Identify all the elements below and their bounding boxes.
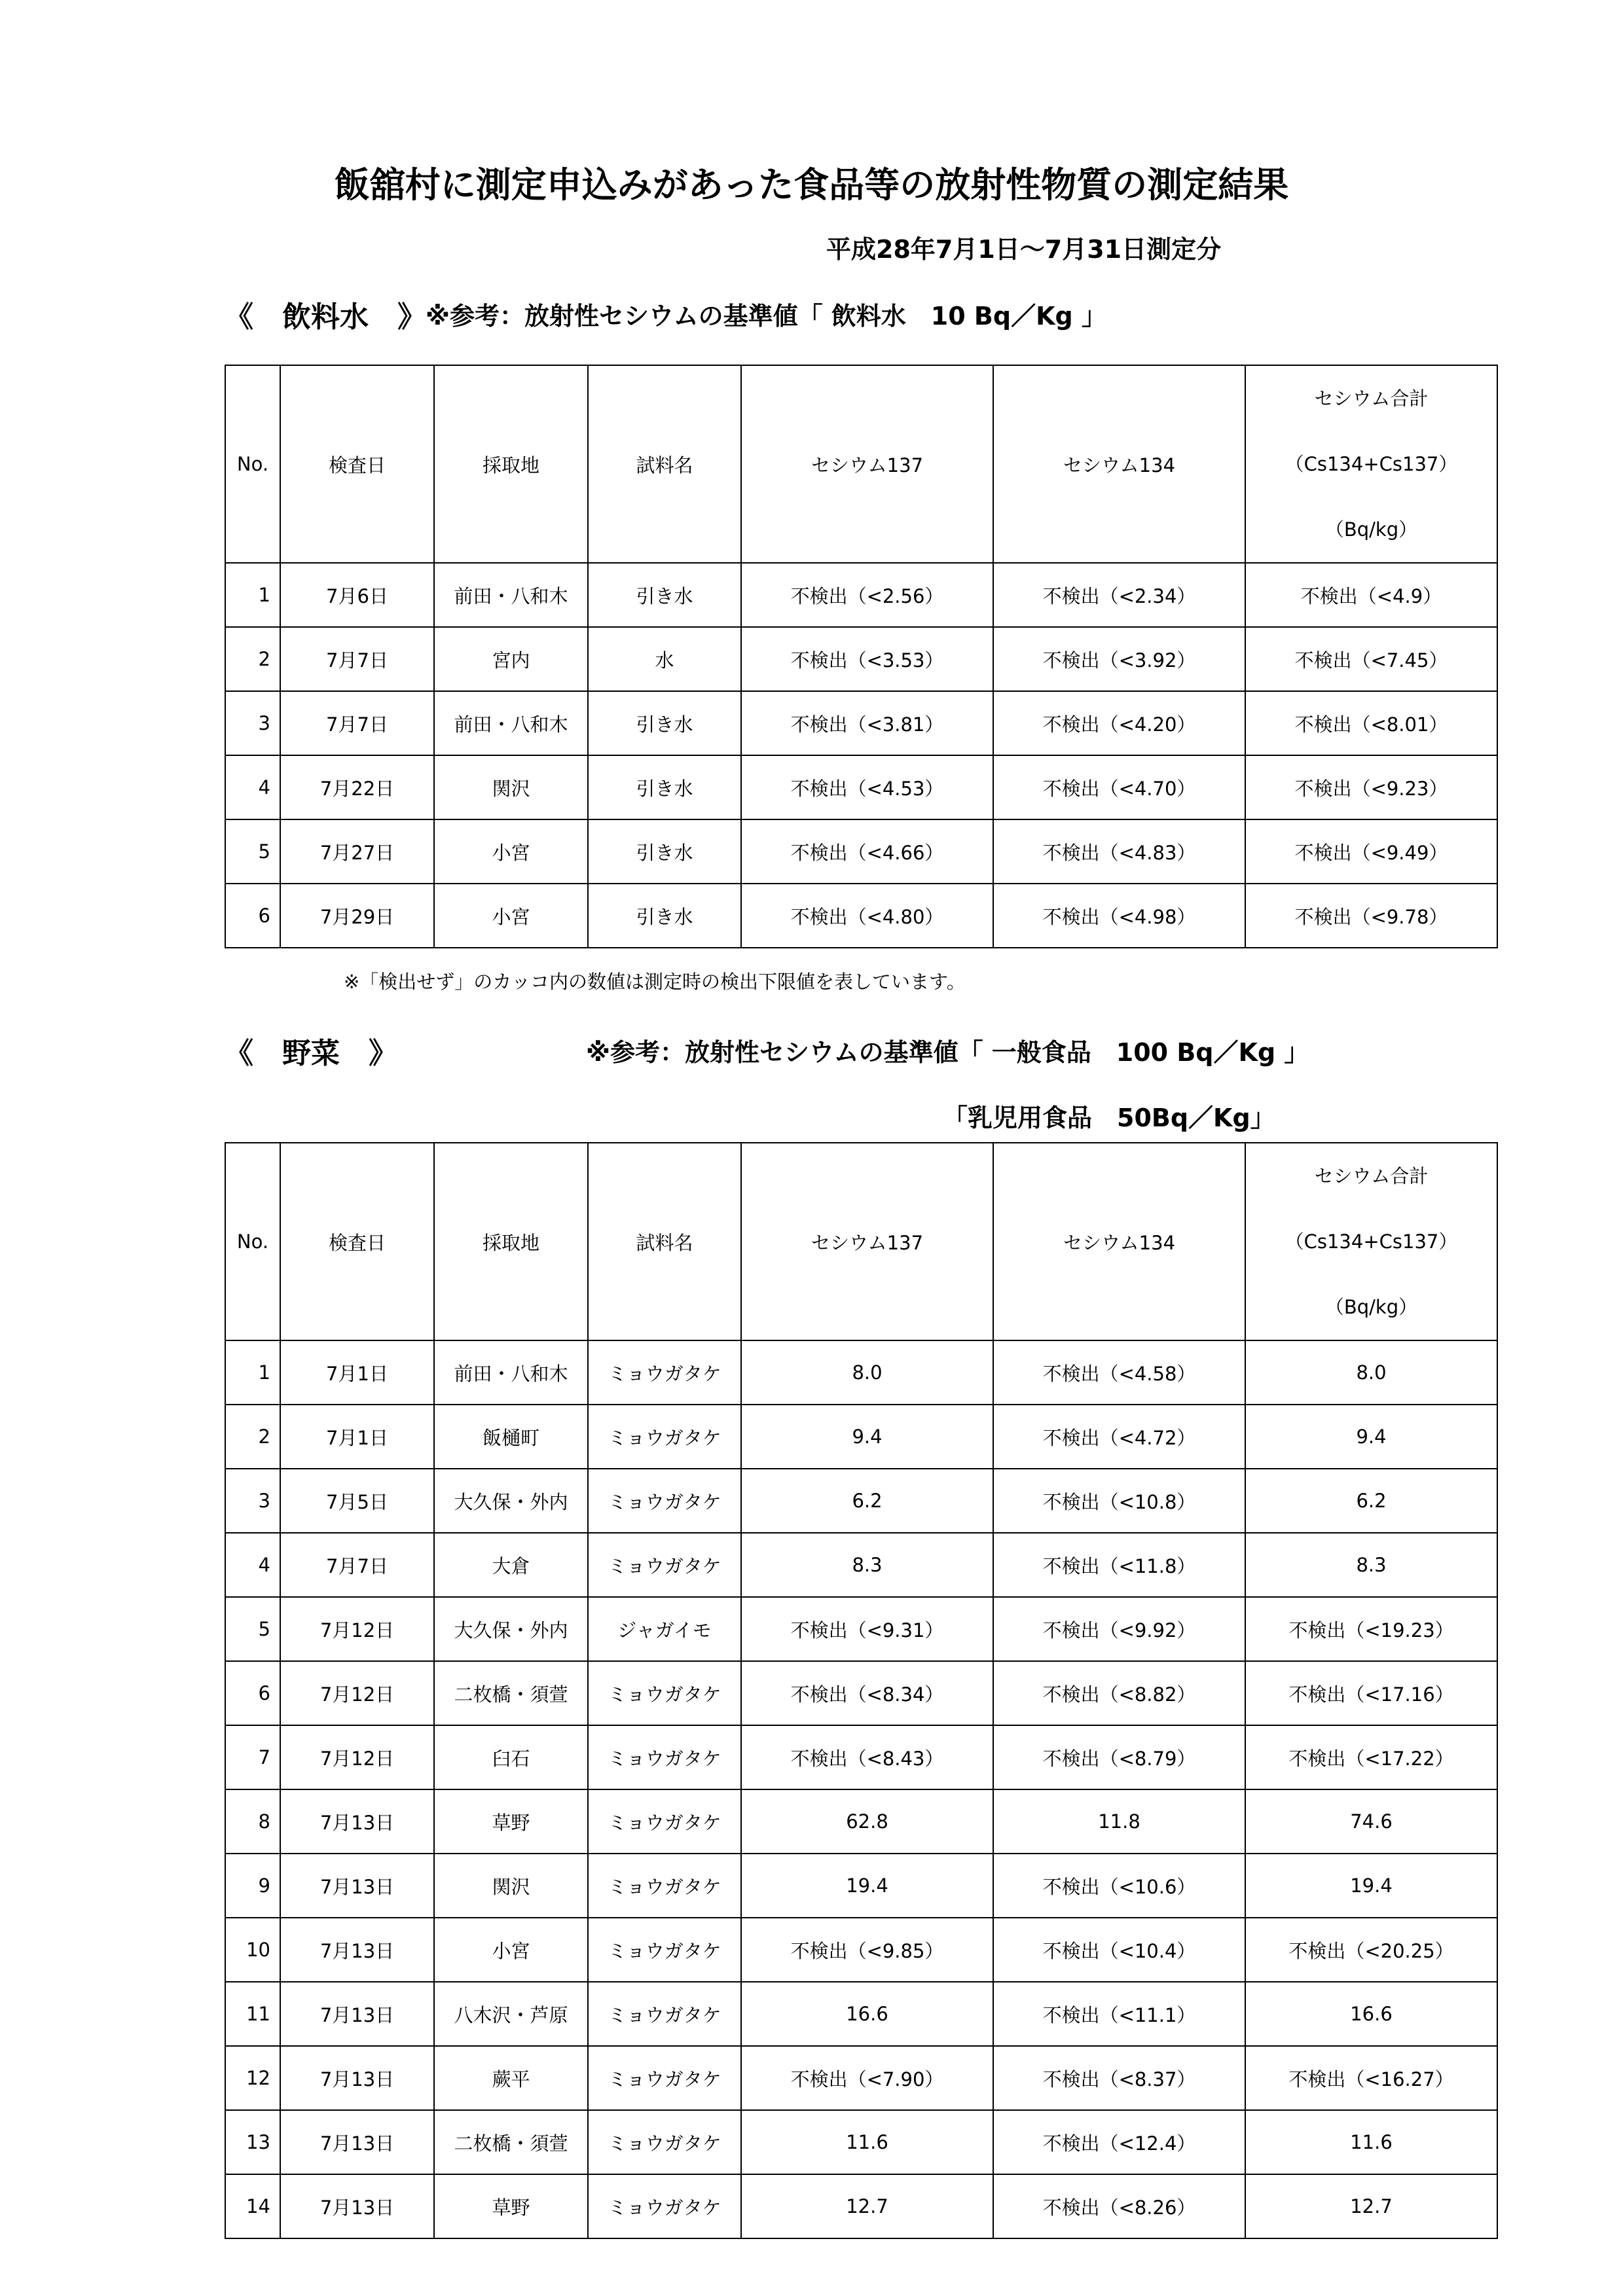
cell-cs137: 12.7: [741, 2174, 993, 2238]
header-sample: 試料名: [588, 365, 741, 563]
cell-sample: 引き水: [588, 563, 741, 627]
table-row: [225, 755, 1497, 819]
cell-date: 7月7日: [280, 691, 434, 755]
cell-total: 不検出（<16.27）: [1245, 2046, 1497, 2110]
header-total-line3: （Bq/kg）: [1324, 518, 1418, 541]
cell-place: 二枚橋・須萱: [434, 1661, 588, 1725]
cell-cs134: 不検出（<9.92）: [993, 1597, 1245, 1661]
header-date: 検査日: [280, 1143, 434, 1340]
table-row: [225, 1725, 1497, 1789]
cell-sample: ミョウガタケ: [588, 1533, 741, 1597]
cell-sample: ミョウガタケ: [588, 1725, 741, 1789]
cell-date: 7月7日: [280, 1533, 434, 1597]
cell-sample: ミョウガタケ: [588, 1789, 741, 1854]
cell-place: 草野: [434, 1789, 588, 1854]
infant-food-reference: 「乳児用食品 50Bq／Kg」: [943, 1103, 1275, 1132]
cell-no: 1: [225, 1340, 280, 1405]
cell-cs137: 6.2: [741, 1469, 993, 1533]
cell-sample: ミョウガタケ: [588, 1469, 741, 1533]
table-row: [225, 2046, 1497, 2110]
cell-cs137: 不検出（<2.56）: [741, 563, 993, 627]
cell-cs134: 不検出（<4.98）: [993, 884, 1245, 948]
measurement-period: 平成28年7月1日～7月31日測定分: [826, 235, 1222, 264]
drinking-water-reference: ※参考：放射性セシウムの基準値「 飲料水 10 Bq／Kg 」: [426, 302, 1106, 331]
cell-no: 9: [225, 1854, 280, 1918]
cell-cs134: 不検出（<3.92）: [993, 627, 1245, 691]
table-row: [225, 1597, 1497, 1661]
cell-cs134: 11.8: [993, 1789, 1245, 1854]
table-row: [225, 2174, 1497, 2238]
table-row: [225, 1340, 1497, 1405]
cell-total: 不検出（<8.01）: [1245, 691, 1497, 755]
cell-cs134: 不検出（<12.4）: [993, 2110, 1245, 2174]
cell-place: 関沢: [434, 1854, 588, 1918]
cell-cs134: 不検出（<4.83）: [993, 819, 1245, 884]
cell-date: 7月12日: [280, 1597, 434, 1661]
table-row: [225, 627, 1497, 691]
cell-cs137: 不検出（<4.80）: [741, 884, 993, 948]
cell-no: 2: [225, 1405, 280, 1469]
cell-place: 宮内: [434, 627, 588, 691]
cell-date: 7月13日: [280, 2110, 434, 2174]
cell-cs137: 不検出（<3.81）: [741, 691, 993, 755]
cell-sample: ミョウガタケ: [588, 1854, 741, 1918]
header-total: [1245, 1143, 1497, 1340]
header-total-line2: （Cs134+Cs137）: [1285, 453, 1458, 475]
cell-place: 小宮: [434, 1918, 588, 1982]
cell-total: 不検出（<20.25）: [1245, 1918, 1497, 1982]
table-row: [225, 884, 1497, 948]
header-no: No.: [225, 1143, 280, 1340]
page-title: 飯舘村に測定申込みがあった食品等の放射性物質の測定結果: [334, 164, 1289, 206]
cell-date: 7月1日: [280, 1405, 434, 1469]
cell-sample: ジャガイモ: [588, 1597, 741, 1661]
cell-no: 5: [225, 1597, 280, 1661]
cell-cs134: 不検出（<4.72）: [993, 1405, 1245, 1469]
cell-cs134: 不検出（<10.6）: [993, 1854, 1245, 1918]
cell-total: 11.6: [1245, 2110, 1497, 2174]
cell-place: 前田・八和木: [434, 691, 588, 755]
table-row: [225, 691, 1497, 755]
cell-cs137: 16.6: [741, 1982, 993, 2046]
header-total-line3: （Bq/kg）: [1324, 1296, 1418, 1318]
header-cs137: セシウム137: [741, 1143, 993, 1340]
cell-cs137: 8.3: [741, 1533, 993, 1597]
cell-total: 74.6: [1245, 1789, 1497, 1854]
cell-date: 7月12日: [280, 1725, 434, 1789]
cell-cs134: 不検出（<11.1）: [993, 1982, 1245, 2046]
cell-place: 小宮: [434, 884, 588, 948]
table-row: [225, 1854, 1497, 1918]
cell-no: 3: [225, 691, 280, 755]
header-total: [1245, 365, 1497, 563]
cell-place: 前田・八和木: [434, 1340, 588, 1405]
cell-no: 6: [225, 884, 280, 948]
cell-sample: ミョウガタケ: [588, 1982, 741, 2046]
cell-place: 蕨平: [434, 2046, 588, 2110]
cell-total: 不検出（<9.49）: [1245, 819, 1497, 884]
table-row: [225, 1469, 1497, 1533]
cell-date: 7月27日: [280, 819, 434, 884]
cell-no: 3: [225, 1469, 280, 1533]
cell-no: 7: [225, 1725, 280, 1789]
vegetables-heading: 《 野菜 》: [225, 1037, 397, 1070]
cell-date: 7月22日: [280, 755, 434, 819]
cell-date: 7月29日: [280, 884, 434, 948]
cell-place: 大倉: [434, 1533, 588, 1597]
cell-no: 2: [225, 627, 280, 691]
cell-place: 大久保・外内: [434, 1469, 588, 1533]
cell-place: 大久保・外内: [434, 1597, 588, 1661]
cell-date: 7月12日: [280, 1661, 434, 1725]
cell-date: 7月6日: [280, 563, 434, 627]
cell-total: 不検出（<9.23）: [1245, 755, 1497, 819]
drinking-water-heading: 《 飲料水 》: [225, 300, 426, 334]
cell-total: 不検出（<7.45）: [1245, 627, 1497, 691]
cell-no: 10: [225, 1918, 280, 1982]
header-cs134: セシウム134: [993, 365, 1245, 563]
header-cs137: セシウム137: [741, 365, 993, 563]
cell-place: 飯樋町: [434, 1405, 588, 1469]
cell-date: 7月13日: [280, 1982, 434, 2046]
header-place: 採取地: [434, 1143, 588, 1340]
detection-limit-note: ※「検出せず」のカッコ内の数値は測定時の検出下限値を表しています。: [344, 971, 966, 993]
cell-date: 7月13日: [280, 1854, 434, 1918]
cell-sample: 水: [588, 627, 741, 691]
cell-date: 7月13日: [280, 1789, 434, 1854]
cell-total: 不検出（<17.16）: [1245, 1661, 1497, 1725]
cell-cs137: 不検出（<8.34）: [741, 1661, 993, 1725]
cell-total: 16.6: [1245, 1982, 1497, 2046]
cell-no: 12: [225, 2046, 280, 2110]
table-row: [225, 1982, 1497, 2046]
cell-total: 12.7: [1245, 2174, 1497, 2238]
cell-place: 関沢: [434, 755, 588, 819]
cell-total: 9.4: [1245, 1405, 1497, 1469]
header-total-line1: セシウム合計: [1314, 387, 1429, 410]
cell-total: 8.3: [1245, 1533, 1497, 1597]
cell-date: 7月13日: [280, 2174, 434, 2238]
cell-no: 8: [225, 1789, 280, 1854]
cell-sample: 引き水: [588, 884, 741, 948]
cell-cs137: 8.0: [741, 1340, 993, 1405]
cell-cs137: 不検出（<4.53）: [741, 755, 993, 819]
cell-cs137: 19.4: [741, 1854, 993, 1918]
cell-cs134: 不検出（<11.8）: [993, 1533, 1245, 1597]
cell-sample: ミョウガタケ: [588, 1918, 741, 1982]
table-row: [225, 1661, 1497, 1725]
cell-date: 7月5日: [280, 1469, 434, 1533]
cell-cs137: 62.8: [741, 1789, 993, 1854]
cell-cs134: 不検出（<4.70）: [993, 755, 1245, 819]
cell-cs134: 不検出（<4.58）: [993, 1340, 1245, 1405]
cell-total: 19.4: [1245, 1854, 1497, 1918]
header-cs134: セシウム134: [993, 1143, 1245, 1340]
cell-cs134: 不検出（<8.82）: [993, 1661, 1245, 1725]
cell-cs134: 不検出（<8.26）: [993, 2174, 1245, 2238]
table-row: [225, 2110, 1497, 2174]
table-row: [225, 819, 1497, 884]
cell-no: 1: [225, 563, 280, 627]
header-place: 採取地: [434, 365, 588, 563]
vegetables-table: [225, 1142, 1498, 2239]
cell-cs137: 不検出（<4.66）: [741, 819, 993, 884]
cell-date: 7月13日: [280, 1918, 434, 1982]
cell-cs137: 9.4: [741, 1405, 993, 1469]
cell-sample: ミョウガタケ: [588, 2110, 741, 2174]
cell-cs134: 不検出（<8.79）: [993, 1725, 1245, 1789]
header-no: No.: [225, 365, 280, 563]
cell-no: 6: [225, 1661, 280, 1725]
cell-cs134: 不検出（<8.37）: [993, 2046, 1245, 2110]
cell-sample: ミョウガタケ: [588, 2174, 741, 2238]
table-row: [225, 1533, 1497, 1597]
cell-total: 8.0: [1245, 1340, 1497, 1405]
cell-no: 5: [225, 819, 280, 884]
table-row: [225, 1789, 1497, 1854]
table-row: [225, 1918, 1497, 1982]
cell-date: 7月7日: [280, 627, 434, 691]
cell-total: 6.2: [1245, 1469, 1497, 1533]
header-total-line2: （Cs134+Cs137）: [1285, 1230, 1458, 1253]
table-header-row: [225, 1143, 1497, 1340]
table-row: [225, 1405, 1497, 1469]
cell-no: 13: [225, 2110, 280, 2174]
table-row: [225, 563, 1497, 627]
cell-sample: ミョウガタケ: [588, 2046, 741, 2110]
cell-sample: 引き水: [588, 755, 741, 819]
cell-no: 4: [225, 1533, 280, 1597]
cell-cs137: 11.6: [741, 2110, 993, 2174]
cell-cs137: 不検出（<9.31）: [741, 1597, 993, 1661]
cell-date: 7月1日: [280, 1340, 434, 1405]
cell-no: 14: [225, 2174, 280, 2238]
cell-sample: ミョウガタケ: [588, 1405, 741, 1469]
cell-sample: ミョウガタケ: [588, 1661, 741, 1725]
cell-sample: ミョウガタケ: [588, 1340, 741, 1405]
drinking-water-table: [225, 365, 1498, 948]
table-header-row: [225, 365, 1497, 563]
cell-date: 7月13日: [280, 2046, 434, 2110]
cell-cs134: 不検出（<10.4）: [993, 1918, 1245, 1982]
cell-sample: 引き水: [588, 819, 741, 884]
vegetables-reference: ※参考：放射性セシウムの基準値「 一般食品 100 Bq／Kg 」: [586, 1038, 1309, 1067]
cell-sample: 引き水: [588, 691, 741, 755]
cell-total: 不検出（<4.9）: [1245, 563, 1497, 627]
cell-cs137: 不検出（<3.53）: [741, 627, 993, 691]
header-sample: 試料名: [588, 1143, 741, 1340]
cell-total: 不検出（<19.23）: [1245, 1597, 1497, 1661]
cell-cs134: 不検出（<2.34）: [993, 563, 1245, 627]
cell-cs134: 不検出（<4.20）: [993, 691, 1245, 755]
cell-place: 臼石: [434, 1725, 588, 1789]
header-date: 検査日: [280, 365, 434, 563]
cell-place: 草野: [434, 2174, 588, 2238]
cell-place: 二枚橋・須萱: [434, 2110, 588, 2174]
cell-no: 11: [225, 1982, 280, 2046]
cell-total: 不検出（<17.22）: [1245, 1725, 1497, 1789]
cell-cs137: 不検出（<8.43）: [741, 1725, 993, 1789]
cell-cs137: 不検出（<7.90）: [741, 2046, 993, 2110]
cell-total: 不検出（<9.78）: [1245, 884, 1497, 948]
cell-place: 八木沢・芦原: [434, 1982, 588, 2046]
cell-no: 4: [225, 755, 280, 819]
cell-cs137: 不検出（<9.85）: [741, 1918, 993, 1982]
cell-place: 前田・八和木: [434, 563, 588, 627]
cell-place: 小宮: [434, 819, 588, 884]
header-total-line1: セシウム合計: [1314, 1165, 1429, 1187]
cell-cs134: 不検出（<10.8）: [993, 1469, 1245, 1533]
